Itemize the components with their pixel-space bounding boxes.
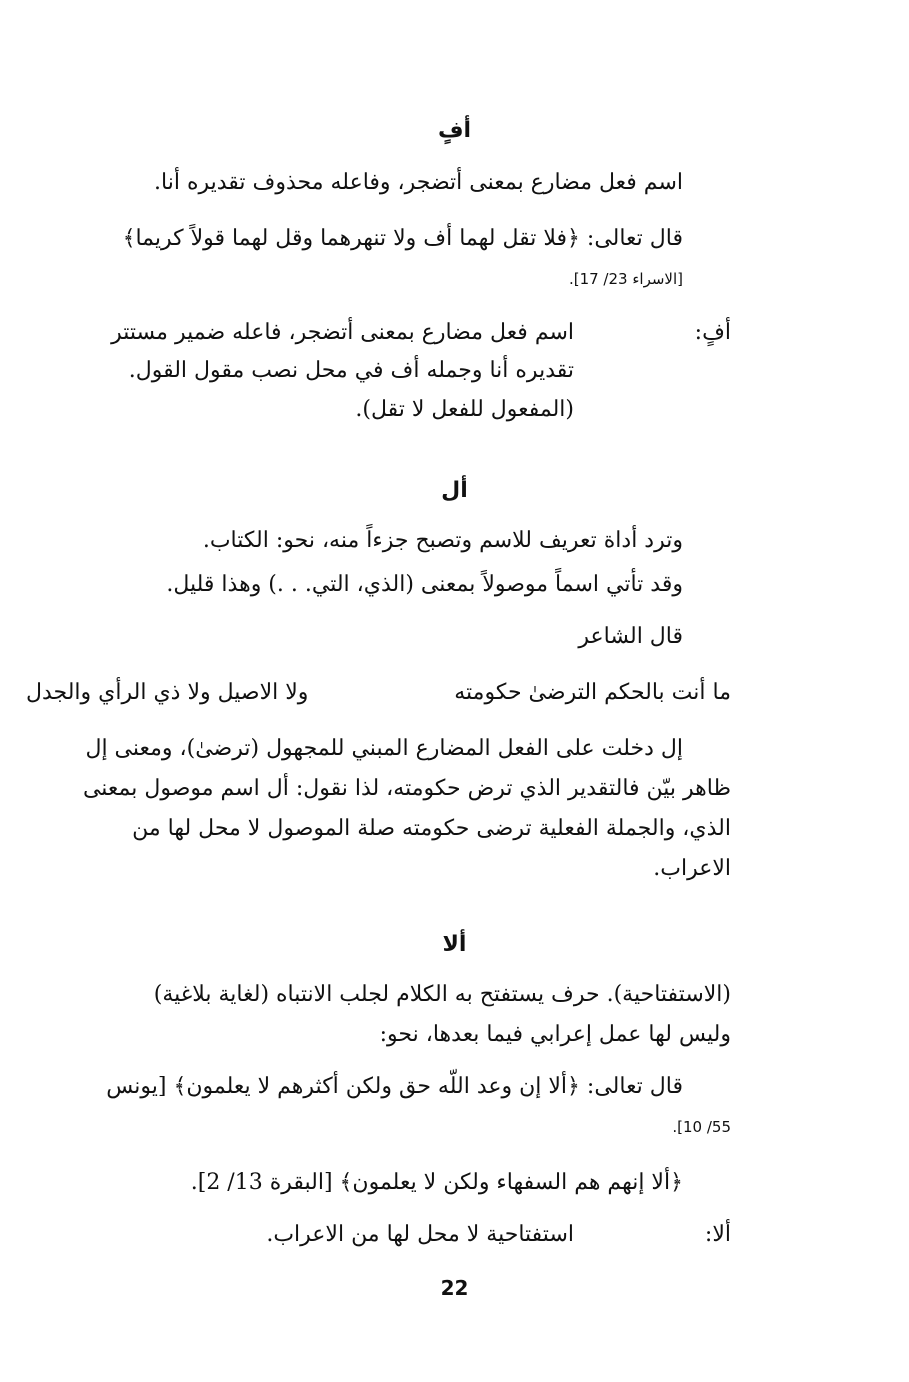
uf-irab-line: تقديره أنا وجمله أف في محل نصب مقول القول. (128, 358, 574, 383)
al-paragraph-line: الذي، والجملة الفعلية ترضى حكومته صلة الموصول لا محل لها من (132, 816, 731, 841)
al-relative-usage: وقد تأتي اسماً موصولاً بمعنى (الذي، التي. . .) وهذا قليل. (166, 572, 683, 597)
uf-irab-line: (المفعول للفعل لا تقل). (355, 397, 574, 422)
section-heading-uf: أفٍ (437, 118, 472, 143)
al-definition: وترد أداة تعريف للاسم وتصبح جزءاً منه، نحو: الكتاب. (202, 528, 683, 553)
page-number: 22 (440, 1276, 469, 1300)
uf-definition: اسم فعل مضارع بمعنى أتضجر، وفاعله محذوف تقديره أنا. (154, 170, 683, 195)
uf-irab-line: اسم فعل مضارع بمعنى أتضجر، فاعله ضمير مستتر (111, 320, 574, 345)
al-paragraph-line: ظاهر بيّن فالتقدير الذي ترض حكومته، لذا نقول: أل اسم موصول بمعنى (82, 776, 731, 801)
ala-irab-text: استفتاحية لا محل لها من الاعراب. (266, 1222, 574, 1247)
ala-definition-cont: وليس لها عمل إعرابي فيما بعدها، نحو: (379, 1022, 731, 1047)
uf-quote-citation: [الاسراء 23/ 17]. (568, 270, 683, 288)
section-heading-ala: ألا (442, 932, 467, 957)
ala-quran-quote-2: ﴿ألا إنهم هم السفهاء ولكن لا يعلمون﴾ [البقرة 13/ 2]. (190, 1170, 683, 1195)
section-heading-al: أل (441, 478, 468, 503)
al-paragraph-line: الاعراب. (653, 856, 731, 881)
verse-first-hemistich: ما أنت بالحكم الترضىٰ حكومته (454, 680, 731, 705)
ala-quran-quote: قال تعالى: ﴿ألا إن وعد اللّه حق ولكن أكثرهم لا يعلمون﴾ [يونس (106, 1074, 683, 1099)
al-paragraph-line: إل دخلت على الفعل المضارع المبني للمجهول (ترضىٰ)، ومعنى إل (85, 736, 683, 761)
uf-irab-label: أفٍ: (694, 320, 731, 345)
uf-quran-quote: قال تعالى: ﴿فلا تقل لهما أف ولا تنهرهما وقل لهما قولاً كريما﴾ (122, 226, 683, 251)
ala-definition: (الاستفتاحية). حرف يستفتح به الكلام لجلب الانتباه (لغاية بلاغية) (153, 982, 731, 1007)
ala-quote-citation: 55/ 10]. (672, 1118, 731, 1136)
al-poet-intro: قال الشاعر (578, 624, 683, 649)
verse-second-hemistich: ولا الاصيل ولا ذي الرأي والجدل (26, 680, 309, 705)
ala-irab-label: ألا: (704, 1222, 731, 1247)
